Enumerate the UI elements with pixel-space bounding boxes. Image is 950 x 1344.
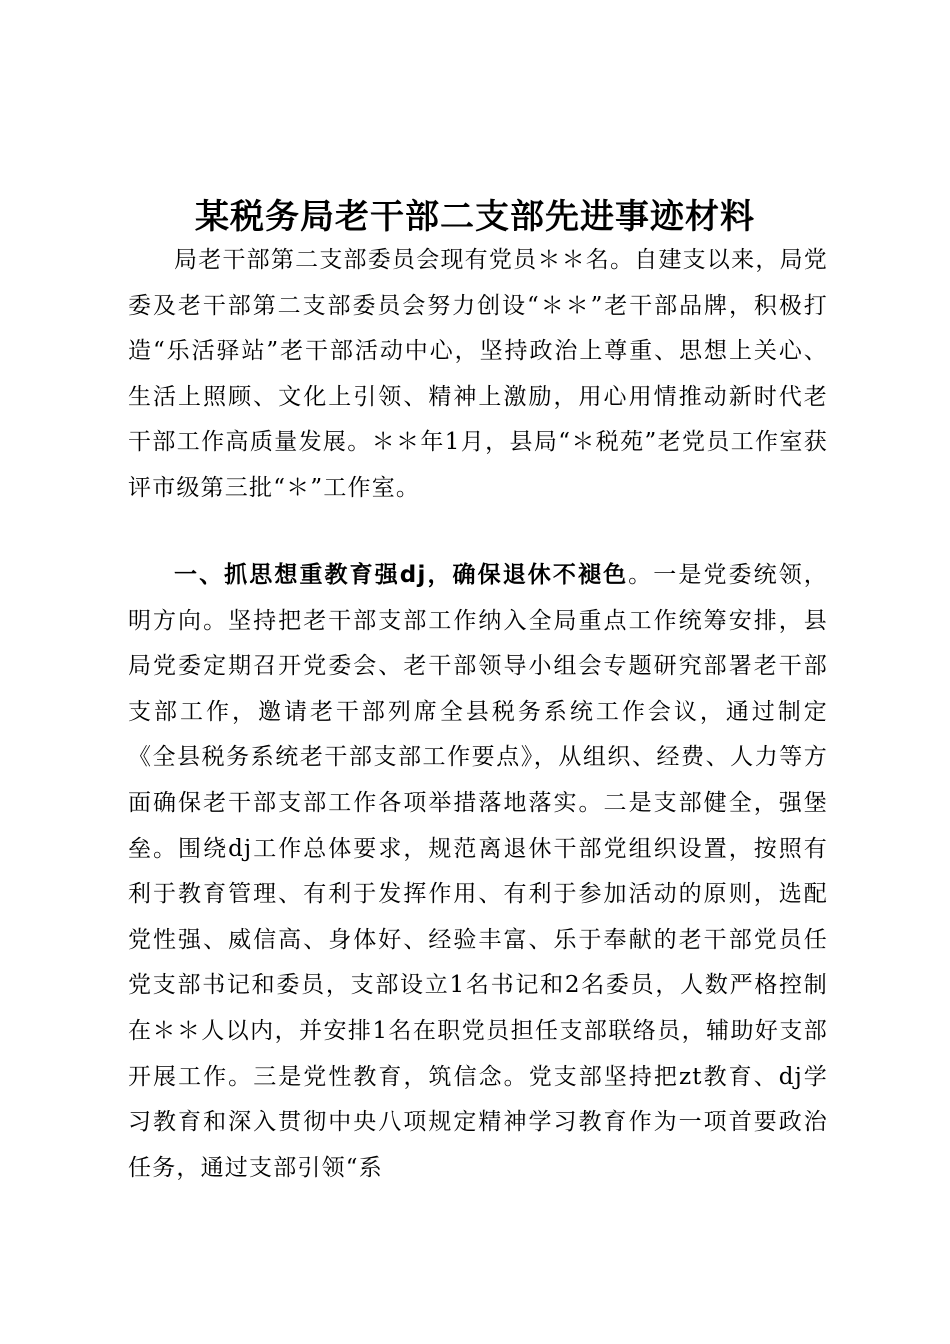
document-title: 某税务局老干部二支部先进事迹材料	[195, 196, 755, 237]
section-1-body: 。一是党委统领，明方向。坚持把老干部支部工作纳入全局重点工作统筹安排，县局党委定期召开党委会、老干部领导小组会专题研究部署老干部支部工作，邀请老干部列席全县税务系统工作会议，通过制定《全县税务系统老干部支部工作要点》，从组织、经费、人力等方面确保老干部支部工作各项举措落地落实。二是支部健全，强堡垒。围绕dj工作总体要求，规范离退休干部党组织设置，按照有利于教育管理、有利于发挥作用、有利于参加活动的原则，选配党性强、威信高、身体好、经验丰富、乐于奉献的老干部党员任党支部书记和委员，支部设立1名书记和2名委员，人数严格控制在＊＊人以内，并安排1名在职党员担任支部联络员，辅助好支部开展工作。三是党性教育，筑信念。党支部坚持把zt教育、dj学习教育和深入贯彻中央八项规定精神学习教育作为一项首要政治任务，通过支部引领“系	[128, 562, 828, 1181]
section-1-heading: 一、抓思想重教育强dj，确保退休不褪色	[174, 562, 629, 588]
intro-paragraph: 局老干部第二支部委员会现有党员＊＊名。自建支以来，局党委及老干部第二支部委员会努力创设“＊＊”老干部品牌，积极打造“乐活驿站”老干部活动中心，坚持政治上尊重、思想上关心、生活上照顾、文化上引领、精神上激励，用心用情推动新时代老干部工作高质量发展。＊＊年1月，县局“＊税苑”老党员工作室获评市级第三批“＊”工作室。	[128, 247, 828, 501]
section-1-paragraph	[128, 553, 828, 1191]
